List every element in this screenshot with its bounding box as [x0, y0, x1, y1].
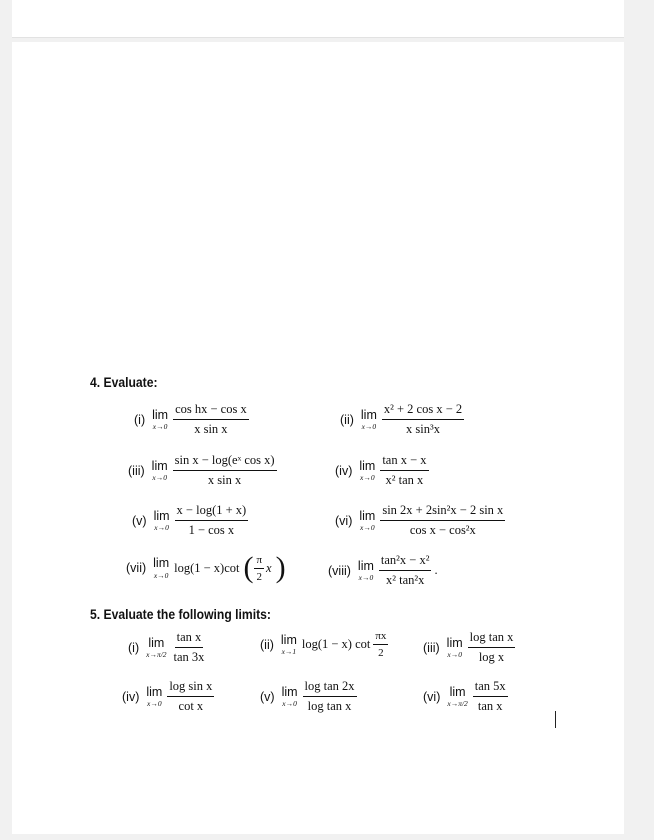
denominator: tan 3x: [173, 650, 205, 664]
item-number: (i): [134, 412, 146, 427]
denominator: log tan x: [307, 699, 352, 713]
denominator: x sin x: [194, 422, 228, 436]
fraction: [473, 679, 508, 714]
denominator: tan x: [477, 699, 503, 713]
q5-item-v: [260, 679, 357, 714]
fraction: [172, 630, 207, 665]
fraction: [373, 630, 388, 659]
denominator: x² tan²x: [385, 573, 425, 587]
q4-item-iii: [128, 453, 277, 488]
limit-operator: lim x→0: [446, 635, 463, 659]
fraction: [380, 453, 428, 488]
expression-prefix: log(1 − x) cot: [301, 637, 371, 651]
denominator: cos x − cos²x: [409, 523, 476, 537]
limit-operator: lim x→0: [153, 556, 170, 580]
previous-page: [12, 0, 624, 38]
item-number: (iii): [423, 640, 440, 655]
numerator: log tan 2x: [303, 679, 357, 697]
q4-item-vi: [335, 503, 505, 538]
numerator: tan²x − x²: [379, 553, 432, 571]
q4-item-viii: [328, 553, 441, 588]
fraction: [254, 554, 264, 583]
numerator: log sin x: [167, 679, 214, 697]
q4-item-v: [132, 503, 248, 538]
question-5-heading: 5. Evaluate the following limits:: [90, 607, 271, 622]
denominator: 2: [378, 647, 384, 659]
q4-item-ii: [340, 402, 464, 437]
item-number: (iii): [128, 463, 145, 478]
limit-operator: lim x→0: [151, 458, 168, 482]
numerator: x − log(1 + x): [175, 503, 249, 521]
numerator: cos hx − cos x: [173, 402, 249, 420]
item-number: (iv): [122, 689, 140, 704]
denominator: cot x: [178, 699, 204, 713]
item-number: (viii): [328, 563, 351, 578]
numerator: sin x − log(eˣ cos x): [173, 453, 277, 471]
limit-operator: lim x→1: [280, 632, 297, 656]
fraction: [175, 503, 249, 538]
limit-operator: lim x→0: [153, 508, 170, 532]
limit-operator: lim x→π/2: [146, 635, 167, 659]
limit-operator: lim x→0: [359, 508, 376, 532]
fraction: [173, 453, 277, 488]
fraction: [379, 553, 432, 588]
fraction: [303, 679, 357, 714]
expression-prefix: log(1 − x)cot: [174, 560, 240, 575]
numerator: πx: [373, 630, 388, 645]
item-number: (vi): [335, 513, 353, 528]
fraction: [173, 402, 249, 437]
question-4-heading: 4. Evaluate:: [90, 375, 158, 390]
item-number: (ii): [260, 637, 274, 652]
item-number: (v): [260, 689, 275, 704]
item-number: (iv): [335, 463, 353, 478]
end-period: .: [434, 563, 438, 577]
item-number: (ii): [340, 412, 354, 427]
right-paren: ): [275, 551, 286, 584]
q5-item-iv: [122, 679, 214, 714]
item-number: (v): [132, 513, 147, 528]
numerator: log tan x: [468, 630, 516, 648]
denominator: x² tan x: [385, 473, 424, 487]
numerator: tan x − x: [380, 453, 428, 471]
expression-suffix: x: [266, 560, 272, 575]
numerator: x² + 2 cos x − 2: [382, 402, 464, 420]
denominator: 2: [256, 570, 263, 583]
limit-operator: lim x→π/2: [447, 684, 468, 708]
text-cursor: [555, 711, 556, 728]
limit-operator: lim x→0: [360, 407, 377, 431]
q5-item-ii: [260, 630, 388, 659]
numerator: sin 2x + 2sin²x − 2 sin x: [380, 503, 505, 521]
numerator: π: [254, 554, 264, 569]
item-number: (vii): [126, 561, 147, 575]
q4-item-vii: [126, 553, 287, 583]
limit-operator: lim x→0: [357, 558, 374, 582]
q4-item-iv: [335, 453, 429, 488]
denominator: x sin³x: [406, 422, 440, 436]
limit-operator: lim x→0: [359, 458, 376, 482]
q5-item-i: [128, 630, 206, 665]
item-number: (i): [128, 640, 140, 655]
q5-item-vi: [423, 679, 508, 714]
denominator: 1 − cos x: [188, 523, 235, 537]
limit-operator: lim x→0: [152, 407, 169, 431]
limit-operator: lim x→0: [281, 684, 298, 708]
denominator: log x: [478, 650, 505, 664]
limit-operator: lim x→0: [146, 684, 163, 708]
numerator: tan x: [175, 630, 204, 648]
item-number: (vi): [423, 689, 441, 704]
q4-item-i: [134, 402, 249, 437]
fraction: [468, 630, 516, 665]
q5-item-iii: [423, 630, 515, 665]
fraction: [382, 402, 464, 437]
denominator: x sin x: [207, 473, 242, 487]
fraction: [380, 503, 505, 538]
document-page: [12, 42, 624, 834]
left-paren: (: [243, 551, 254, 584]
numerator: tan 5x: [473, 679, 508, 697]
fraction: [167, 679, 214, 714]
